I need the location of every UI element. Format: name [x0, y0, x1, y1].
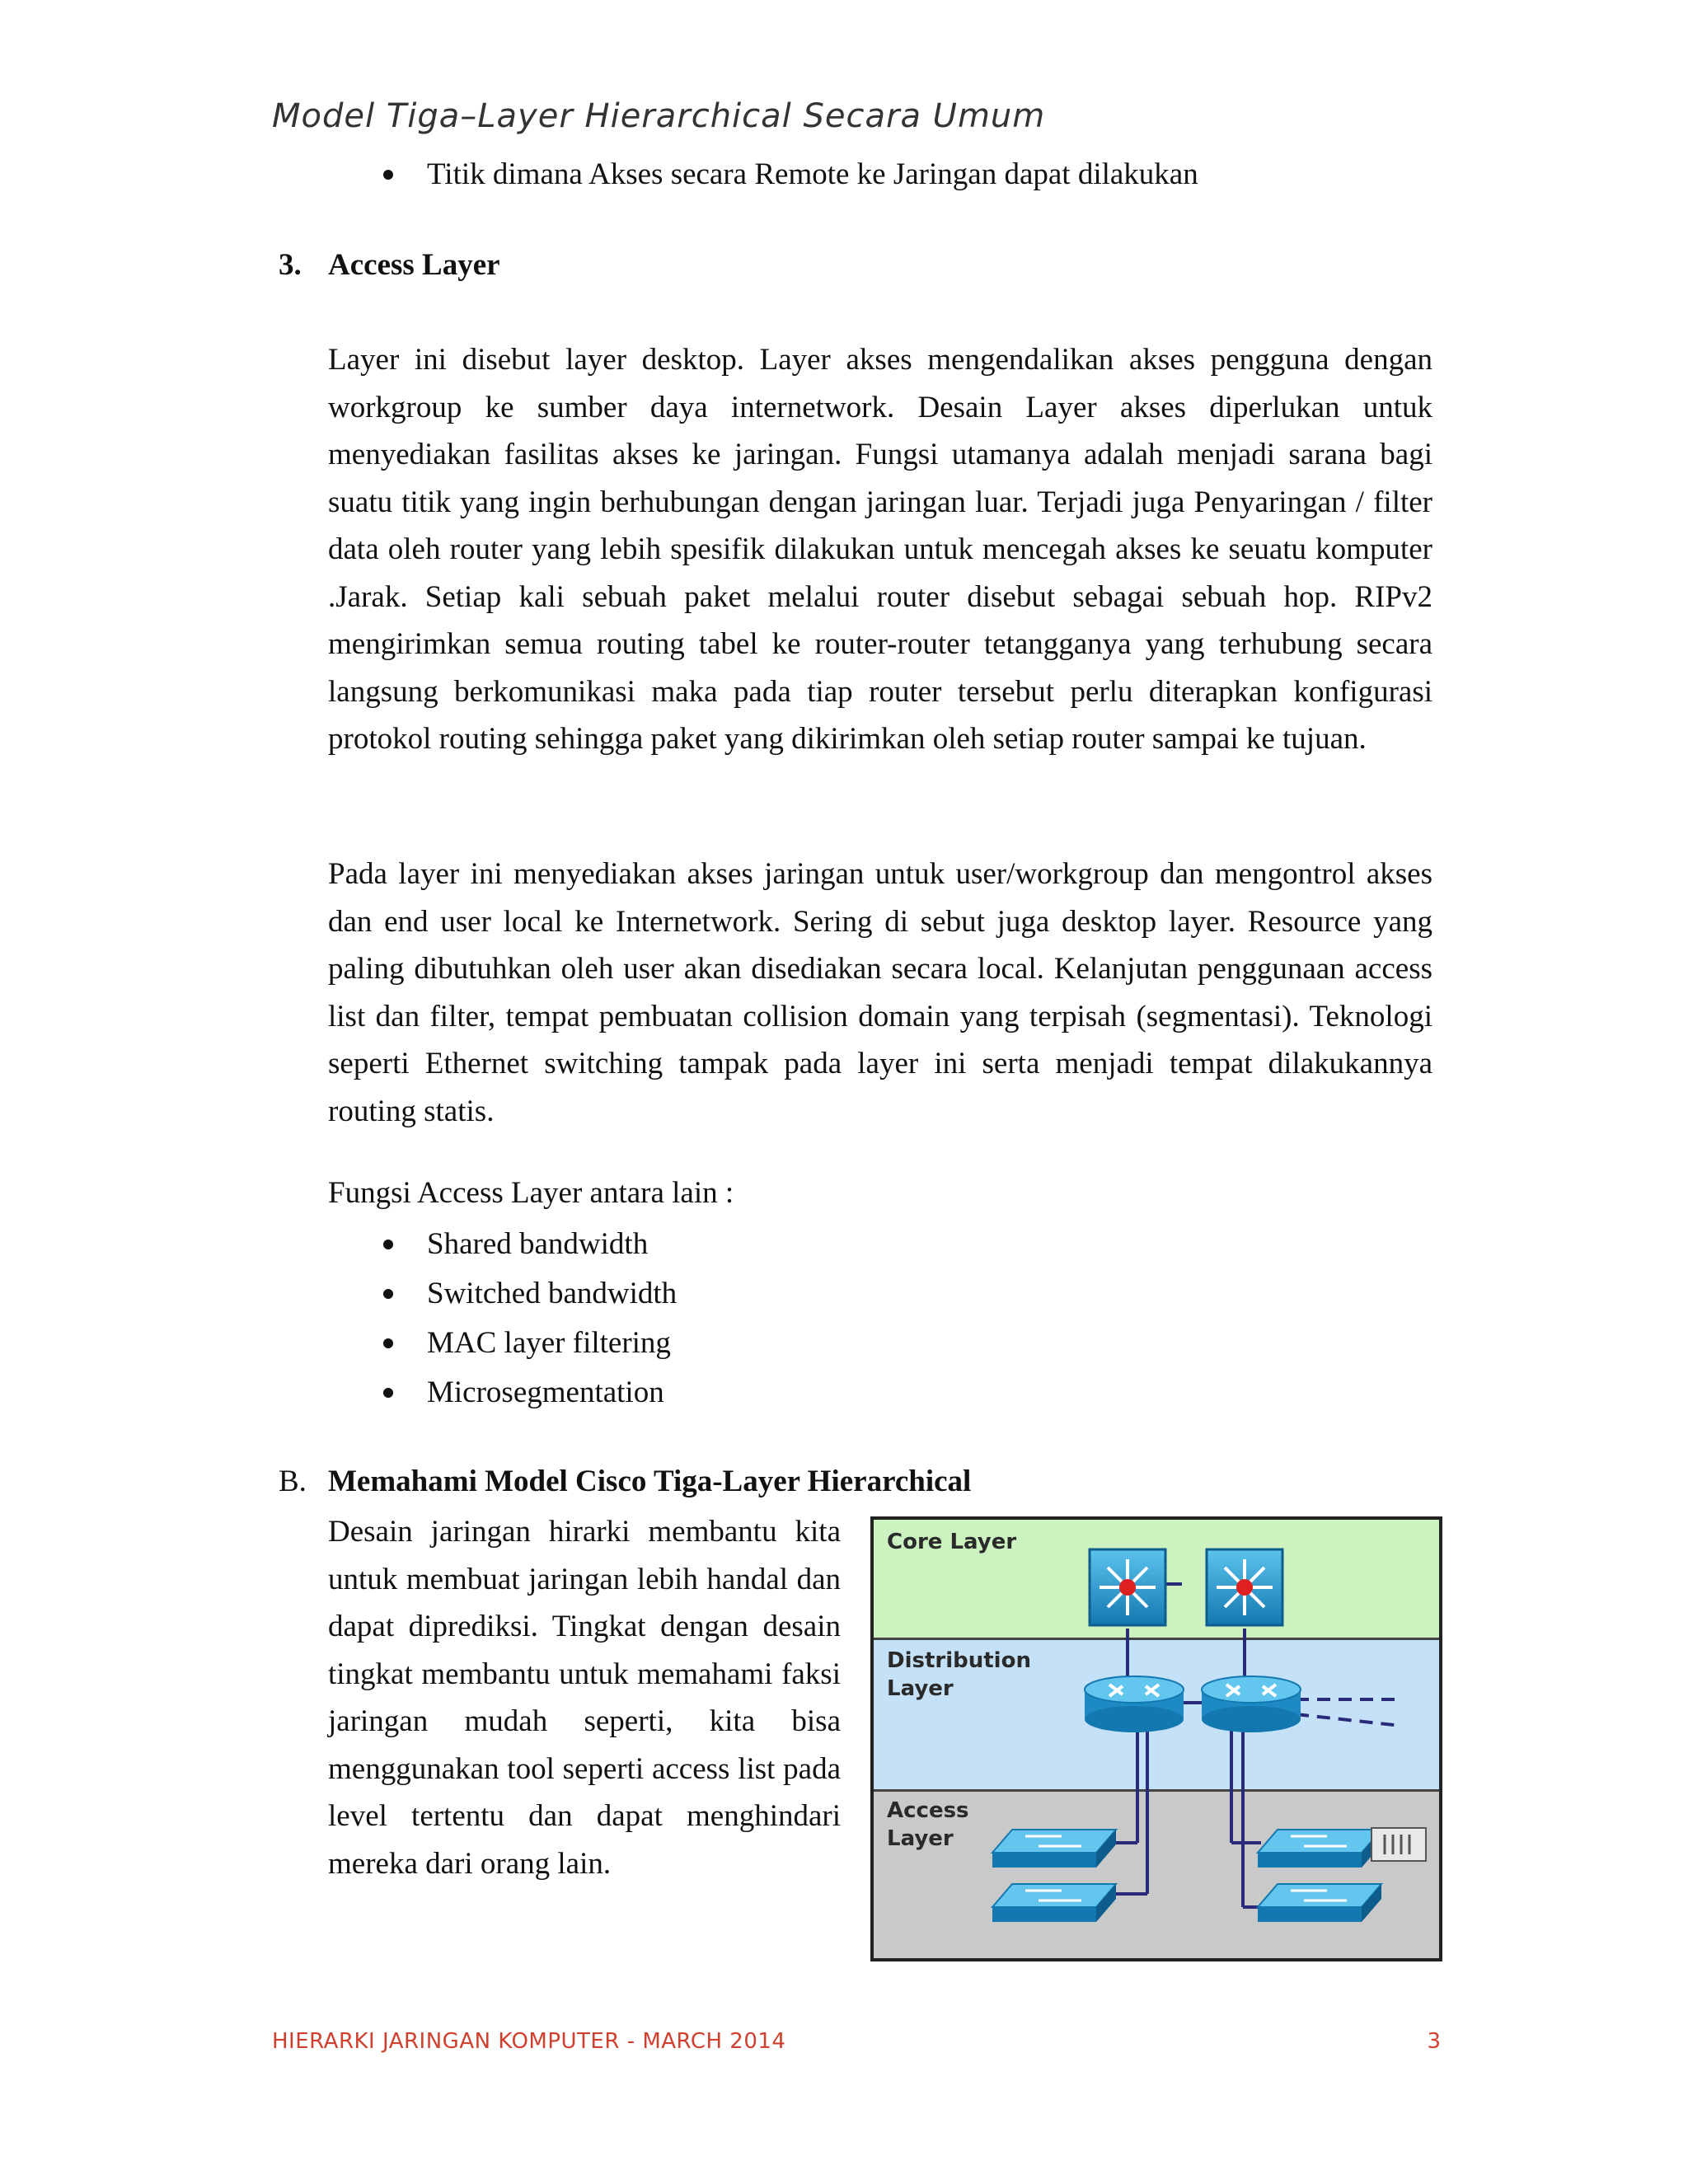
bullet-dot: [383, 1240, 393, 1249]
running-head: Model Tiga–Layer Hierarchical Secara Umum: [272, 97, 1046, 135]
bullet-dot: [383, 170, 393, 180]
router-icon: [1202, 1676, 1301, 1732]
section-letter: B.: [279, 1465, 307, 1498]
bullet-dot: [383, 1338, 393, 1348]
section-title: Access Layer: [328, 248, 500, 282]
core-layer-label: Core Layer: [887, 1530, 1017, 1554]
section-paragraph: Pada layer ini menyediakan akses jaringan untuk user/workgroup dan mengontrol akses dan end user local ke Internetwork. Sering di sebut juga desktop layer. Resource yang paling dibutuhkan oleh user akan disediakan secara local. Kelanjutan penggunaan access list dan filter, tempat pembuatan collision domain yang terpisah (segmentasi). Teknologi seperti Ethernet switching tampak pada layer ini serta menjadi tempat dilakukannya routing statis.: [328, 857, 1432, 1128]
access-switch-icon: [992, 1830, 1116, 1868]
bullet-dot: [383, 1388, 393, 1398]
hierarchy-diagram: [870, 1516, 1442, 1961]
section-title: Memahami Model Cisco Tiga-Layer Hierarchical: [328, 1465, 972, 1498]
distribution-layer-label: Distribution Layer: [887, 1648, 1031, 1701]
access-switch-icon: [992, 1884, 1116, 1922]
access-switch-icon: [1258, 1830, 1381, 1868]
footer-title: HIERARKI JARINGAN KOMPUTER - MARCH 2014: [272, 2029, 786, 2054]
network-topology: [874, 1520, 1439, 1958]
list-item: [427, 1319, 677, 1368]
functions-intro: Fungsi Access Layer antara lain :: [328, 1176, 734, 1210]
list-item: [427, 150, 1198, 199]
network-links: [1103, 1584, 1261, 1907]
list-item-text: Microsegmentation: [427, 1376, 664, 1409]
core-switch-icon: [1090, 1549, 1165, 1625]
core-switch-icon: [1207, 1549, 1282, 1625]
router-icon: [1085, 1676, 1184, 1732]
section-paragraph: Layer ini disebut layer desktop. Layer akses mengendalikan akses pengguna dengan workgroup ke sumber daya internetwork. Desain Layer akses diperlukan untuk menyediakan fasilitas akses ke jaringan. Fungsi utamanya adalah menjadi sarana bagi suatu titik yang ingin berhubungan dengan jaringan luar. Terjadi juga Penyaringan / filter data oleh router yang lebih spesifik dilakukan untuk mencegah akses ke seuatu komputer .Jarak. Setiap kali sebuah paket melalui router disebut sebagai sebuah hop. RIPv2 mengirimkan semua routing tabel ke router-router tetangganya yang terhubung secara langsung berkomunikasi maka pada tiap router tersebut perlu diterapkan konfigurasi protokol routing sehingga paket yang dikirimkan oleh setiap router sampai ke tujuan.: [328, 343, 1432, 756]
list-item: [427, 1220, 677, 1269]
list-item-text: Shared bandwidth: [427, 1227, 649, 1261]
section-paragraph: Desain jaringan hirarki membantu kita untuk membuat jaringan lebih handal dan dapat diprediksi. Tingkat dengan desain tingkat membantu untuk memahami faksi jaringan mudah seperti, kita bisa menggunakan tool seperti access list pada level tertentu dan dapat menghindari mereka dari orang lain.: [328, 1515, 841, 1881]
bullet-dot: [383, 1289, 393, 1299]
dashed-wan-links: [1296, 1699, 1401, 1726]
list-item: [427, 1269, 677, 1319]
access-switch-icon: [1258, 1884, 1381, 1922]
intro-bullet-list: [427, 150, 1198, 199]
section-number: 3.: [279, 248, 302, 282]
list-item-text: Titik dimana Akses secara Remote ke Jaringan dapat dilakukan: [427, 157, 1198, 191]
access-layer-label: Access Layer: [887, 1798, 969, 1851]
functions-list: [427, 1220, 677, 1418]
list-item-text: Switched bandwidth: [427, 1277, 678, 1310]
list-item: [427, 1368, 677, 1418]
list-item-text: MAC layer filtering: [427, 1326, 671, 1360]
page-number: 3: [1427, 2029, 1441, 2054]
server-icon: [1372, 1828, 1426, 1861]
